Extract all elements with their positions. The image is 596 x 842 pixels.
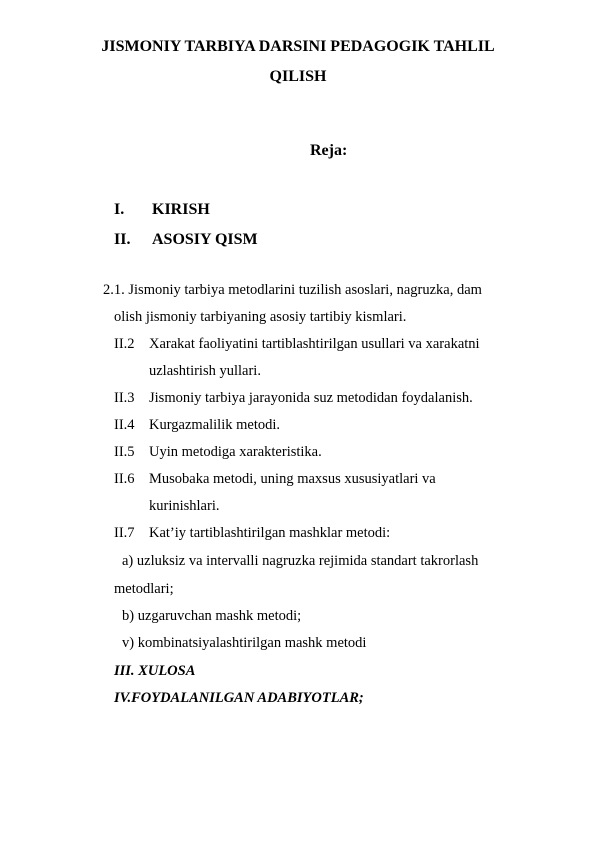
- section-text: Musobaka metodi, uning maxsus xususiyatlari va: [149, 471, 436, 487]
- section-text-continued: uzlashtirish yullari.: [149, 363, 261, 379]
- section-2-1-line-2: olish jismoniy tarbiyaning asosiy tartibiy kismlari.: [114, 309, 407, 325]
- section-text-continued: kurinishlari.: [149, 498, 220, 514]
- section-text: Kurgazmalilik metodi.: [149, 417, 281, 433]
- section-text: Jismoniy tarbiya jarayonida suz metodidan foydalanish.: [149, 390, 473, 406]
- toc-item-main-part: [114, 231, 258, 249]
- section-number: II.7: [114, 525, 135, 541]
- subitem-a-line-2: metodlari;: [114, 581, 174, 597]
- toc-item-label: KIRISH: [152, 201, 210, 218]
- references-heading: IV.FOYDALANILGAN ADABIYOTLAR;: [114, 690, 364, 706]
- subitem-a-line-1: a) uzluksiz va intervalli nagruzka rejimida standart takrorlash: [122, 553, 479, 569]
- section-text: Uyin metodiga xarakteristika.: [149, 444, 322, 460]
- toc-item-label: ASOSIY QISM: [152, 231, 258, 248]
- toc-item-number: I.: [114, 201, 125, 218]
- toc-item-number: II.: [114, 231, 131, 248]
- section-text: Kat’iy tartiblashtirilgan mashklar metodi:: [149, 525, 391, 541]
- section-number: II.2: [114, 336, 135, 352]
- conclusion-heading: III. XULOSA: [114, 663, 196, 679]
- section-number: II.6: [114, 471, 135, 487]
- section-number: II.3: [114, 390, 135, 406]
- document-title-line-2: QILISH: [269, 68, 327, 85]
- toc-item-introduction: [114, 201, 210, 219]
- plan-heading: Reja:: [310, 142, 348, 159]
- section-number: II.5: [114, 444, 135, 460]
- document-title-line-1: JISMONIY TARBIYA DARSINI PEDAGOGIK TAHLIL: [101, 38, 495, 55]
- subitem-b: b) uzgaruvchan mashk metodi;: [122, 608, 302, 624]
- section-text: Xarakat faoliyatini tartiblashtirilgan usullari va xarakatni: [149, 336, 480, 352]
- section-number: II.4: [114, 417, 135, 433]
- subitem-v: v) kombinatsiyalashtirilgan mashk metodi: [122, 635, 367, 651]
- section-2-1-line-1: 2.1. Jismoniy tarbiya metodlarini tuzilish asoslari, nagruzka, dam: [103, 282, 482, 298]
